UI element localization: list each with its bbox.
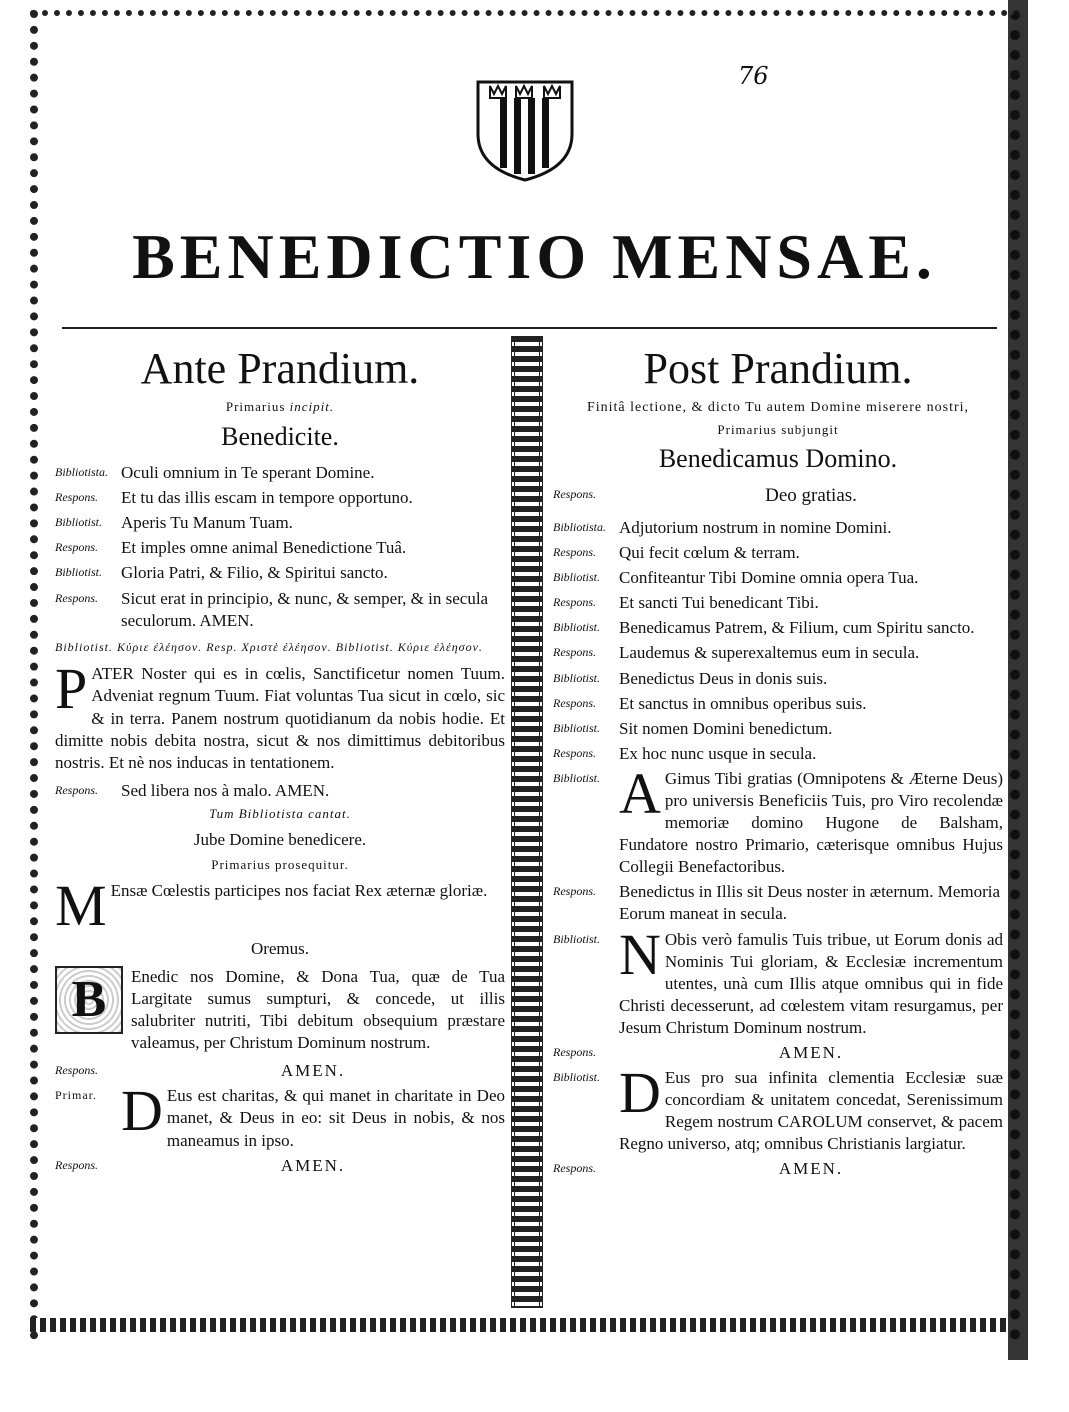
dialogue-line — [553, 1060, 1003, 1155]
drop-cap: M — [55, 872, 107, 938]
speaker-label: Respons. — [553, 1161, 596, 1176]
speaker-label: Bibliotist. — [553, 670, 601, 685]
amen-text: AMEN. — [280, 1155, 346, 1175]
dialogue-line — [553, 617, 1003, 639]
speaker-label: Respons. — [55, 490, 98, 505]
speaker-label: Bibliotist. — [553, 770, 601, 785]
speaker-label: Respons. — [55, 1157, 98, 1172]
kyrie-line: Bibliotist. Κύριε ἐλέησον. Resp. Χριστὲ ἐλέησον. Bibliotist. Κύριε ἐλέησον. — [55, 639, 483, 654]
deus-text: Eus pro sua infinita clementia Ecclesiæ suæ concordiam & unitatem concedat, Serenissimum Regem nostrum CAROLUM conservet, & pacem Regno universo, atq; omnibus Christianis largiatur. — [619, 1068, 1003, 1154]
deus-text: Eus est charitas, & qui manet in charitate in Deo manet, & Deus in eo: sit Deus in nobis, & nos maneamus in ipso. — [166, 1086, 505, 1150]
crest-shield-icon — [470, 76, 580, 184]
dialogue-line — [553, 484, 1003, 509]
dialogue-line — [553, 921, 1003, 1039]
dialogue-text: Confiteantur Tibi Domine omnia opera Tua. — [619, 568, 919, 588]
left-dialogue — [55, 462, 505, 632]
mensae-prayer — [55, 872, 505, 938]
speaker-label: Bibliotist. — [553, 620, 601, 635]
tum-line: Tum Bibliotista cantat. — [209, 805, 351, 821]
nobis-text: Obis verò famulis Tuis tribue, ut Eorum donis ad Nominis Tui gloriam, & Ecclesiæ incrementum utentes, unà cum Illis atque omnibus qui in fide Christi decesserunt, ad cœlestem vitam resurgamus, per Jesum Christum Dominum nostrum. — [619, 929, 1003, 1037]
left-subtitle: Benedicite. — [221, 422, 339, 452]
mensae-text: Ensæ Cœlestis participes nos faciat Rex æternæ gloriæ. — [110, 880, 488, 900]
speaker-label: Respons. — [553, 545, 596, 560]
dialogue-text: Et sanctus in omnibus operibus suis. — [619, 693, 867, 713]
page-title: BENEDICTIO MENSAE. — [132, 221, 937, 292]
drop-cap: P — [55, 656, 88, 722]
dialogue-line — [553, 693, 1003, 715]
drop-cap: D — [619, 1060, 661, 1126]
amen-text: AMEN. — [778, 1159, 844, 1179]
dialogue-line — [55, 780, 505, 802]
speaker-label: Respons. — [55, 590, 98, 605]
speaker-label: Bibliotist. — [553, 570, 601, 585]
dialogue-text: Et tu das illis escam in tempore opportuno. — [121, 488, 413, 508]
dialogue-text: Benedictus Deus in donis suis. — [619, 668, 828, 688]
speaker-label: Bibliotist. — [55, 515, 103, 530]
dialogue-line — [55, 487, 505, 509]
dialogue-line — [55, 588, 505, 632]
dialogue-text: Et imples omne animal Benedictione Tuâ. — [121, 538, 407, 558]
speaker-label: Bibliotista. — [553, 519, 607, 534]
dialogue-line — [55, 1155, 505, 1177]
dialogue-text: Gloria Patri, & Filio, & Spiritui sancto. — [121, 563, 388, 583]
deus-prayer — [619, 1060, 1003, 1155]
dialogue-text: Sit nomen Domini benedictum. — [619, 718, 833, 738]
finita-line: Finitâ lectione, & dicto Tu autem Domine miserere nostri, — [586, 400, 970, 416]
dialogue-line — [55, 512, 505, 534]
dialogue-line — [553, 718, 1003, 740]
speaker-label: Respons. — [553, 884, 596, 899]
speaker-label: Respons. — [553, 745, 596, 760]
speaker-label: Respons. — [553, 487, 596, 502]
dialogue-line — [55, 462, 505, 484]
speaker-label: Respons. — [55, 1063, 98, 1078]
pater-text: ATER Noster qui es in cœlis, Sanctificetur nomen Tuum. Adveniat regnum Tuum. Fiat voluntas Tua sicut in cœlo, sic & in terra. Panem nostrum quotidianum da nobis hodie. Et dimitte nobis debita nostra, sicut & nos dimittimus debitoribus nostris. Et nè nos inducas in tentationem. — [55, 664, 505, 772]
speaker-label: Primar. — [55, 1088, 97, 1103]
speaker-label: Bibliotist. — [553, 931, 601, 946]
agimus-prayer — [619, 760, 1003, 878]
ornamental-drop-cap: B — [55, 966, 123, 1034]
jube-line: Jube Domine benedicere. — [193, 829, 367, 849]
incipit-label: incipit. — [289, 399, 335, 415]
dialogue-line — [553, 642, 1003, 664]
speaker-label: Bibliotista. — [55, 465, 109, 480]
title-rule — [62, 327, 997, 329]
dialogue-text: Qui fecit cœlum & terram. — [619, 543, 800, 563]
oremus-line: Oremus. — [250, 938, 310, 958]
ornamental-bottom-border — [30, 1318, 1010, 1332]
dialogue-line — [553, 881, 1003, 925]
dialogue-line — [553, 668, 1003, 690]
dialogue-line — [553, 1158, 1003, 1180]
dialogue-line — [553, 517, 1003, 539]
dialogue-line — [55, 537, 505, 559]
speaker-label: Respons. — [553, 595, 596, 610]
dialogue-line — [55, 1078, 505, 1151]
right-subtitle: Benedicamus Domino. — [658, 444, 898, 474]
dialogue-text: Sed libera nos à malo. AMEN. — [121, 780, 330, 800]
speaker-label: Bibliotist. — [553, 720, 601, 735]
agimus-text: Gimus Tibi gratias (Omnipotens & Æterne Deus) pro universis Beneficiis Tuis, pro Viro recolendæ memoriæ domino Hugone de Balsham, Fundatore nostro Primario, cæterisque omnibus Hujus Collegii Benefactoribus. — [619, 768, 1003, 877]
speaker-label: Bibliotist. — [55, 565, 103, 580]
dialogue-text: Ex hoc nunc usque in secula. — [619, 743, 817, 763]
speaker-label: Respons. — [55, 782, 98, 797]
right-dialogue — [553, 517, 1003, 765]
dialogue-line — [553, 567, 1003, 589]
dialogue-line — [553, 760, 1003, 878]
dialogue-text: Sicut erat in principio, & nunc, & semper, & in secula seculorum. AMEN. — [121, 588, 489, 630]
benedic-prayer — [55, 966, 505, 1054]
dialogue-text: Laudemus & superexaltemus eum in secula. — [619, 643, 920, 663]
prosequitur-line: Primarius prosequitur. — [211, 856, 349, 872]
benedic-text: Enedic nos Domine, & Dona Tua, quæ de Tua Largitate sumus sumpturi, & concede, ut illis salubriter nutriti, Tibi debitum obsequium præstare valeamus, per Christum Dominum nostrum. — [131, 966, 505, 1053]
speaker-label: Respons. — [55, 540, 98, 555]
speaker-label: Respons. — [553, 1045, 596, 1060]
column-divider — [511, 336, 543, 1308]
speaker-label: Respons. — [553, 645, 596, 660]
drop-cap: D — [121, 1078, 163, 1144]
dialogue-text: Benedictus in Illis sit Deus noster in æternum. Memoria Eorum maneat in secula. — [619, 882, 1001, 924]
page-number: 76 — [738, 62, 769, 90]
left-heading: Ante Prandium. — [140, 344, 420, 393]
amen-text: AMEN. — [778, 1043, 844, 1063]
amen-text: AMEN. — [280, 1061, 346, 1081]
primarius-label: Primarius — [225, 399, 286, 415]
dialogue-line — [553, 542, 1003, 564]
dialogue-text: Deo gratias. — [765, 485, 857, 507]
scan-edge-shadow — [1008, 0, 1028, 1360]
dialogue-text: Aperis Tu Manum Tuam. — [121, 513, 293, 533]
drop-cap: N — [619, 921, 661, 987]
dialogue-text: Oculi omnium in Te sperant Domine. — [121, 463, 375, 483]
dialogue-text: Et sancti Tui benedicant Tibi. — [619, 593, 819, 613]
dialogue-text: Benedicamus Patrem, & Filium, cum Spiritu sancto. — [619, 618, 975, 638]
pater-noster — [55, 656, 505, 773]
speaker-label: Bibliotist. — [553, 1070, 601, 1085]
drop-cap: A — [619, 760, 661, 826]
left-column — [55, 345, 505, 1180]
dialogue-line — [55, 562, 505, 584]
right-heading: Post Prandium. — [643, 344, 913, 393]
primarius-incipit-line — [55, 399, 505, 416]
dialogue-line — [553, 592, 1003, 614]
subjungit-line: Primarius subjungit — [717, 421, 839, 437]
deus-caritas — [121, 1078, 505, 1151]
dialogue-text: Adjutorium nostrum in nomine Domini. — [619, 517, 892, 537]
speaker-label: Respons. — [553, 695, 596, 710]
nobis-prayer — [619, 921, 1003, 1039]
right-column — [553, 345, 1003, 1184]
